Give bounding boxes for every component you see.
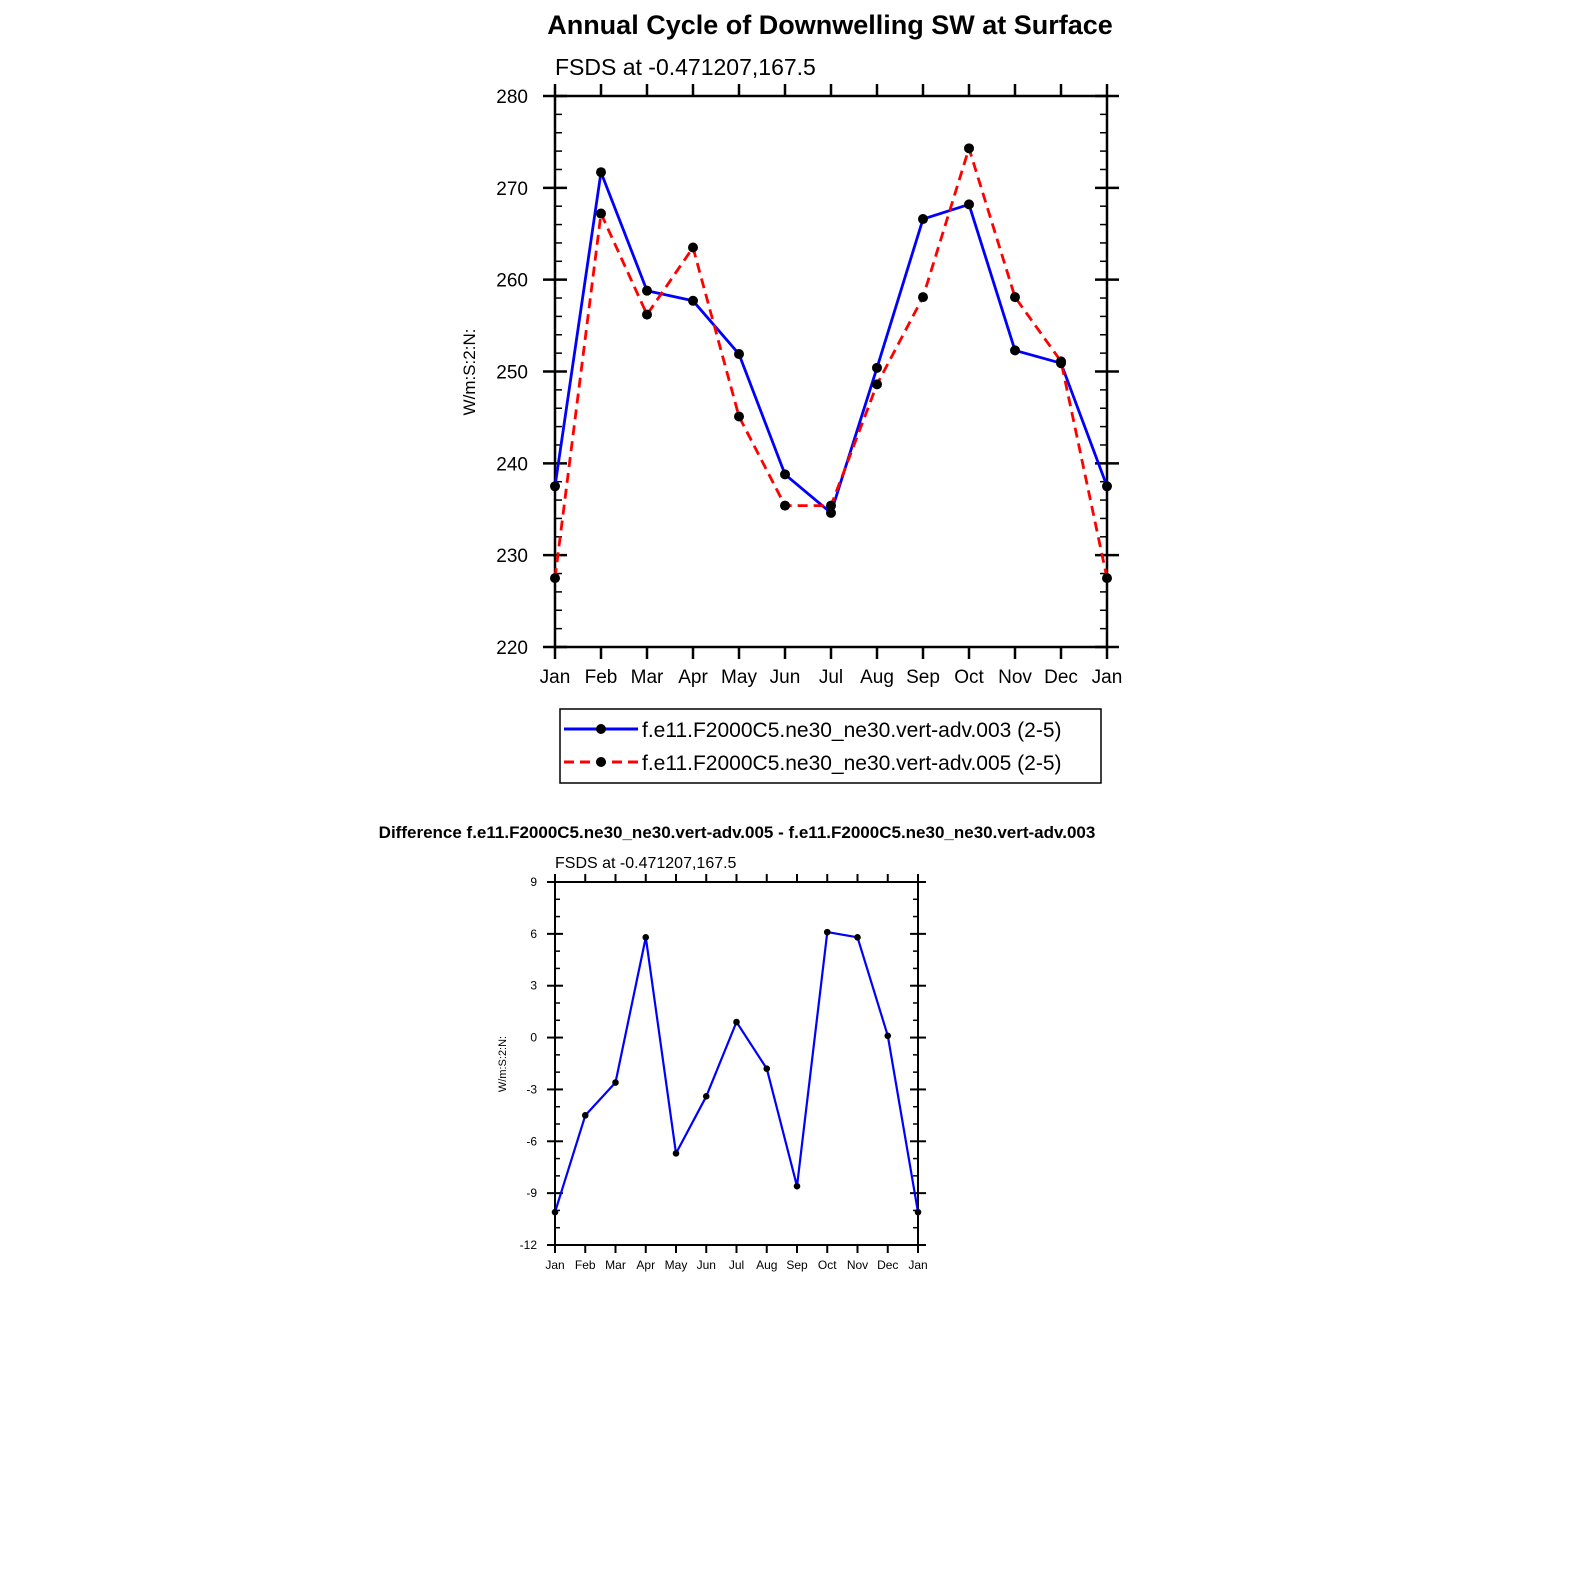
diff-chart-ytick-label: 6 [530, 926, 537, 941]
diff-chart-xtick-label: Aug [756, 1258, 778, 1272]
diff-chart-xtick-label: Dec [877, 1258, 899, 1272]
diff-chart-series-0-point [733, 1019, 740, 1026]
main-chart-ytick-label: 240 [496, 454, 528, 476]
diff-chart-xtick-label: Apr [636, 1258, 656, 1272]
diff-chart-ytick-label: 9 [530, 875, 537, 889]
main-chart-xtick-label: Feb [584, 667, 618, 688]
diff-chart-series-0-point [915, 1209, 922, 1216]
main-chart-series-0-point [550, 481, 560, 491]
main-chart-series-0-point [734, 349, 744, 359]
diff-chart-frame [555, 882, 918, 1245]
main-chart-series-0-point [596, 167, 606, 177]
main-chart-series-1-point [596, 209, 606, 219]
main-chart-xtick-label: Jan [1091, 667, 1123, 688]
main-chart-series-0-point [642, 286, 652, 296]
main-chart-series-1-point [550, 573, 560, 583]
legend-marker-series-005 [596, 757, 606, 767]
main-chart-ytick-label: 280 [496, 87, 528, 108]
main-chart-ytick-label: 250 [496, 362, 528, 384]
main-chart-series-1-point [826, 501, 836, 511]
main-chart-series-1-point [780, 501, 790, 511]
diff-chart-series-0-point [552, 1209, 559, 1216]
diff-chart-series-0-point [884, 1033, 891, 1040]
main-chart-series-1-point [872, 379, 882, 389]
main-chart-frame [555, 96, 1107, 647]
diff-chart-subtitle: FSDS at -0.471207,167.5 [555, 855, 737, 872]
main-chart-series-1-point [734, 411, 744, 421]
diff-chart-series-0-point [763, 1065, 770, 1072]
main-chart-series-0-point [780, 469, 790, 479]
main-chart-series-0-point [918, 214, 928, 224]
main-chart-series-1-point [1010, 292, 1020, 302]
main-chart-series-line-0 [555, 172, 1107, 513]
diff-chart-ytick-label: -6 [526, 1134, 537, 1149]
diff-chart-xtick-label: Nov [846, 1258, 869, 1272]
diff-chart-xtick-label: Jun [696, 1258, 716, 1272]
diff-chart-xtick-label: Mar [605, 1258, 626, 1272]
diff-chart-title: Difference f.e11.F2000C5.ne30_ne30.vert-adv.005 - f.e11.F2000C5.ne30_ne30.vert-adv.003 [378, 823, 1096, 842]
main-chart-series-1-point [1056, 356, 1066, 366]
legend-marker-series-003 [596, 724, 606, 734]
diff-chart-series-0-point [794, 1183, 801, 1190]
diff-chart-series-0-point [703, 1093, 710, 1100]
diff-chart-series-0-point [824, 929, 831, 936]
diff-chart-ytick-label: -9 [526, 1186, 537, 1201]
legend-label-series-005: f.e11.F2000C5.ne30_ne30.vert-adv.005 (2-5) [642, 752, 1062, 775]
main-chart-series-0-point [872, 363, 882, 373]
main-chart-series-0-point [1010, 345, 1020, 355]
legend-label-series-003: f.e11.F2000C5.ne30_ne30.vert-adv.003 (2-5) [642, 719, 1062, 742]
diff-chart-series-0-point [642, 934, 649, 941]
diff-chart-xtick-label: Oct [817, 1258, 837, 1272]
diff-chart-ytick-label: 0 [530, 1030, 537, 1045]
diff-chart-ytick-label: -3 [526, 1082, 537, 1097]
diff-chart-ylabel: W/m:S:2:N: [497, 1035, 509, 1093]
main-chart-ylabel: W/m:S:2:N: [460, 328, 479, 416]
diff-chart-series-0-point [673, 1150, 680, 1157]
diff-chart-xtick-label: May [664, 1258, 688, 1272]
main-chart-subtitle: FSDS at -0.471207,167.5 [555, 54, 816, 80]
diff-chart-ytick-label: 3 [530, 978, 537, 993]
main-chart-xtick-label: Jun [769, 667, 801, 688]
diff-chart-xtick-label: Jan [908, 1258, 928, 1272]
main-chart-xtick-label: Sep [906, 667, 940, 688]
main-chart-xtick-label: May [721, 667, 757, 688]
main-chart-series-0-point [964, 199, 974, 209]
diff-chart-series-line-0 [555, 932, 918, 1212]
main-chart-xtick-label: Apr [678, 667, 708, 688]
main-chart-xtick-label: Jul [818, 667, 844, 688]
main-chart-xtick-label: Dec [1044, 667, 1078, 688]
diff-chart-xtick-label: Feb [574, 1258, 596, 1272]
diff-chart-xtick-label: Jul [728, 1258, 745, 1272]
main-chart-series-0-point [688, 296, 698, 306]
main-chart-series-0-point [1102, 481, 1112, 491]
main-chart-xtick-label: Oct [954, 667, 984, 688]
main-chart-legend [560, 709, 1101, 783]
diff-chart-xtick-label: Jan [545, 1258, 565, 1272]
main-chart-ytick-label: 230 [496, 546, 528, 568]
main-chart-xtick-label: Jan [539, 667, 571, 688]
main-chart-ytick-label: 260 [496, 270, 528, 292]
diff-chart-series-0-point [854, 934, 861, 941]
main-chart-ytick-label: 270 [496, 178, 528, 200]
main-chart-xtick-label: Aug [860, 667, 894, 688]
main-chart-series-1-point [964, 143, 974, 153]
main-chart-series-1-point [688, 243, 698, 253]
main-chart-title: Annual Cycle of Downwelling SW at Surface [547, 10, 1113, 40]
diff-chart-plot [520, 874, 928, 1272]
main-chart-xtick-label: Mar [630, 667, 664, 688]
main-chart-series-1-point [918, 292, 928, 302]
diff-chart-series-0-point [582, 1112, 589, 1119]
main-chart-plot [496, 84, 1122, 688]
main-chart-series-1-point [1102, 573, 1112, 583]
diff-chart-series-0-point [612, 1079, 619, 1086]
diff-chart-xtick-label: Sep [786, 1258, 808, 1272]
diff-chart-ytick-label: -12 [519, 1238, 537, 1252]
main-chart-xtick-label: Nov [998, 667, 1032, 688]
main-chart-ytick-label: 220 [496, 638, 528, 659]
main-chart-series-1-point [642, 310, 652, 320]
